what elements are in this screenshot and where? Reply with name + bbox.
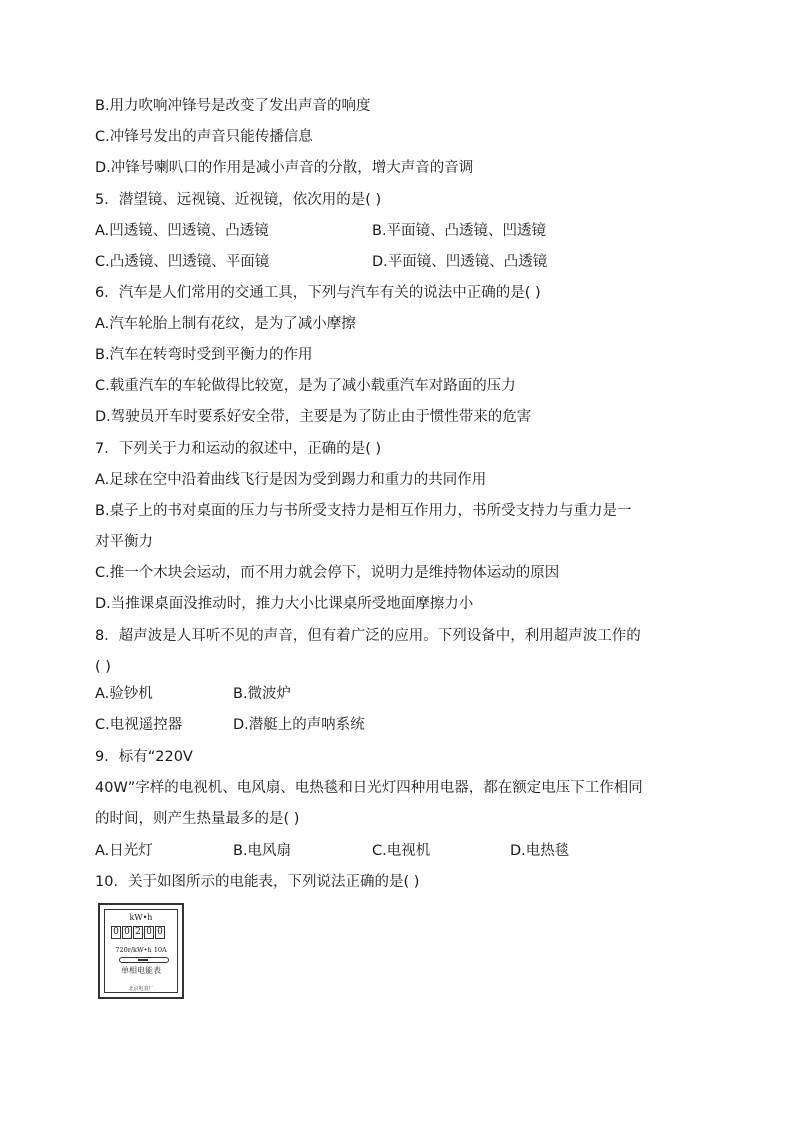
meter-name: 单相电能表	[121, 966, 161, 975]
meter-rotor-disk	[119, 957, 169, 963]
q10-stem: 10．关于如图所示的电能表，下列说法正确的是( )	[95, 874, 420, 890]
meter-digits	[111, 926, 165, 939]
q5-option-b: B.平面镜、凸透镜、凹透镜	[372, 223, 547, 239]
q4-option-b: B.用力吹响冲锋号是改变了发出声音的响度	[95, 98, 371, 114]
meter-spec: 720r/kW•h 10A	[115, 946, 167, 954]
q7-option-a: A.足球在空中沿着曲线飞行是因为受到踢力和重力的共同作用	[95, 472, 487, 488]
q8-stem: 8．超声波是人耳听不见的声音，但有着广泛的应用。下列设备中，利用超声波工作的	[95, 628, 641, 644]
meter-digit: 0	[144, 926, 154, 939]
q8-option-a: A.验钞机	[95, 686, 153, 702]
q9-stem: 9．标有“220V	[95, 749, 193, 765]
q4-option-c: C.冲锋号发出的声音只能传播信息	[95, 129, 313, 145]
meter-panel	[104, 909, 178, 993]
meter-digit: 0	[155, 926, 165, 939]
q6-option-a: A.汽车轮胎上制有花纹，是为了减小摩擦	[95, 316, 356, 332]
q9-option-a: A.日光灯	[95, 843, 153, 859]
q9-stem-cont2: 的时间，则产生热量最多的是( )	[95, 811, 300, 827]
q9-stem-cont: 40W”字样的电视机、电风扇、电热毯和日光灯四种用电器，都在额定电压下工作相同	[95, 780, 643, 796]
q5-stem: 5．潜望镜、远视镜、近视镜，依次用的是( )	[95, 192, 382, 208]
meter-unit: kW•h	[129, 913, 153, 922]
q7-option-b-cont: 对平衡力	[95, 534, 153, 550]
q6-option-b: B.汽车在转弯时受到平衡力的作用	[95, 347, 313, 363]
q5-option-a: A.凹透镜、凹透镜、凸透镜	[95, 223, 269, 239]
meter-digit: 0	[111, 926, 121, 939]
q9-option-b: B.电风扇	[233, 843, 292, 859]
q4-option-d: D.冲锋号喇叭口的作用是减小声音的分散，增大声音的音调	[95, 160, 474, 176]
q8-option-b: B.微波炉	[233, 686, 292, 702]
q7-option-c: C.推一个木块会运动，而不用力就会停下，说明力是维持物体运动的原因	[95, 565, 560, 581]
q7-option-b: B.桌子上的书对桌面的压力与书所受支持力是相互作用力，书所受支持力与重力是一	[95, 503, 632, 519]
q6-option-d: D.驾驶员开车时要系好安全带，主要是为了防止由于惯性带来的危害	[95, 409, 532, 425]
q6-option-c: C.载重汽车的车轮做得比较宽，是为了减小载重汽车对路面的压力	[95, 378, 516, 394]
meter-digit: 2	[133, 926, 143, 939]
electric-meter-figure	[98, 903, 184, 999]
meter-factory: 北京电表厂	[128, 986, 154, 992]
q5-option-d: D.平面镜、凹透镜、凸透镜	[372, 254, 548, 270]
q8-option-c: C.电视遥控器	[95, 717, 183, 733]
meter-digit: 0	[122, 926, 132, 939]
q9-option-c: C.电视机	[372, 843, 431, 859]
q7-stem: 7．下列关于力和运动的叙述中，正确的是( )	[95, 441, 382, 457]
q8-stem-cont: ( )	[95, 659, 111, 675]
q6-stem: 6．汽车是人们常用的交通工具，下列与汽车有关的说法中正确的是( )	[95, 285, 541, 301]
q5-option-c: C.凸透镜、凹透镜、平面镜	[95, 254, 270, 270]
q9-option-d: D.电热毯	[510, 843, 570, 859]
q8-option-d: D.潜艇上的声呐系统	[233, 717, 365, 733]
q7-option-d: D.当推课桌面没推动时，推力大小比课桌所受地面摩擦力小	[95, 596, 474, 612]
